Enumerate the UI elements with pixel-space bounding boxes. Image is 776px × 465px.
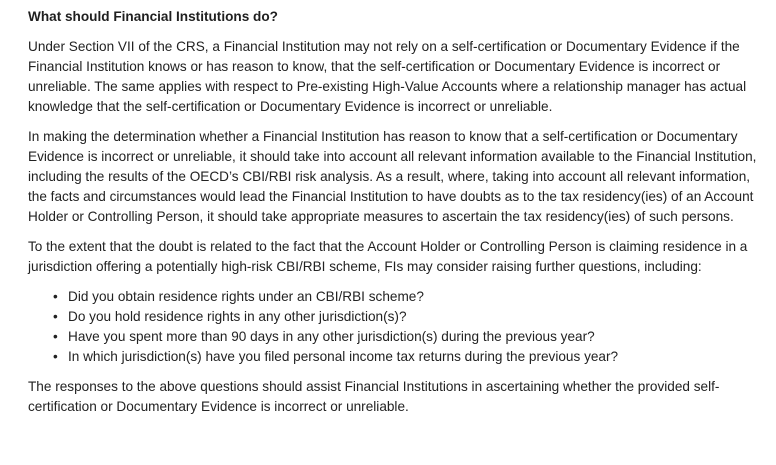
list-item-text: Have you spent more than 90 days in any other jurisdiction(s) during the previous year? bbox=[68, 329, 595, 344]
list-item bbox=[53, 307, 758, 327]
bullet-icon: • bbox=[53, 289, 58, 304]
article-content bbox=[28, 7, 758, 427]
paragraph-closing: The responses to the above questions should assist Financial Institutions in ascertaining whether the provided self-certification or Documentary Evidence is incorrect or unreliable. bbox=[28, 379, 720, 414]
list-item bbox=[53, 287, 758, 307]
bullet-icon: • bbox=[53, 349, 58, 364]
list-item-text: In which jurisdiction(s) have you filed personal income tax returns during the previous year? bbox=[68, 349, 619, 364]
list-item bbox=[53, 327, 758, 347]
section-heading: What should Financial Institutions do? bbox=[28, 9, 278, 24]
paragraph-doubt-questions: To the extent that the doubt is related to the fact that the Account Holder or Controlling Person is claiming residence in a jurisdiction offering a potentially high-risk CBI/RBI scheme, FIs may consider raising further questions, including: bbox=[28, 239, 748, 274]
paragraph-reason-to-know: In making the determination whether a Financial Institution has reason to know that a self-certification or Documentary Evidence is incorrect or unreliable, it should take into account all relevant information available to the Financial Institution, including the results of the OECD’s CBI/RBI risk analysis. As a result, where, taking into account all relevant information, the facts and circumstances would lead the Financial Institution to have doubts as to the tax residency(ies) of an Account Holder or Controlling Person, it should take appropriate measures to ascertain the tax residency(ies) of such persons. bbox=[28, 129, 757, 224]
paragraph-crs-section-vii: Under Section VII of the CRS, a Financial Institution may not rely on a self-certification or Documentary Evidence if the Financial Institution knows or has reason to know, that the self-certification or Documentary Evidence is incorrect or unreliable. The same applies with respect to Pre-existing High-Value Accounts where a relationship manager has actual knowledge that the self-certification or Documentary Evidence is incorrect or unreliable. bbox=[28, 39, 747, 114]
bullet-icon: • bbox=[53, 329, 58, 344]
list-item-text: Do you hold residence rights in any other jurisdiction(s)? bbox=[68, 309, 407, 324]
questions-list bbox=[28, 287, 758, 367]
list-item bbox=[53, 347, 758, 367]
bullet-icon: • bbox=[53, 309, 58, 324]
list-item-text: Did you obtain residence rights under an CBI/RBI scheme? bbox=[68, 289, 424, 304]
